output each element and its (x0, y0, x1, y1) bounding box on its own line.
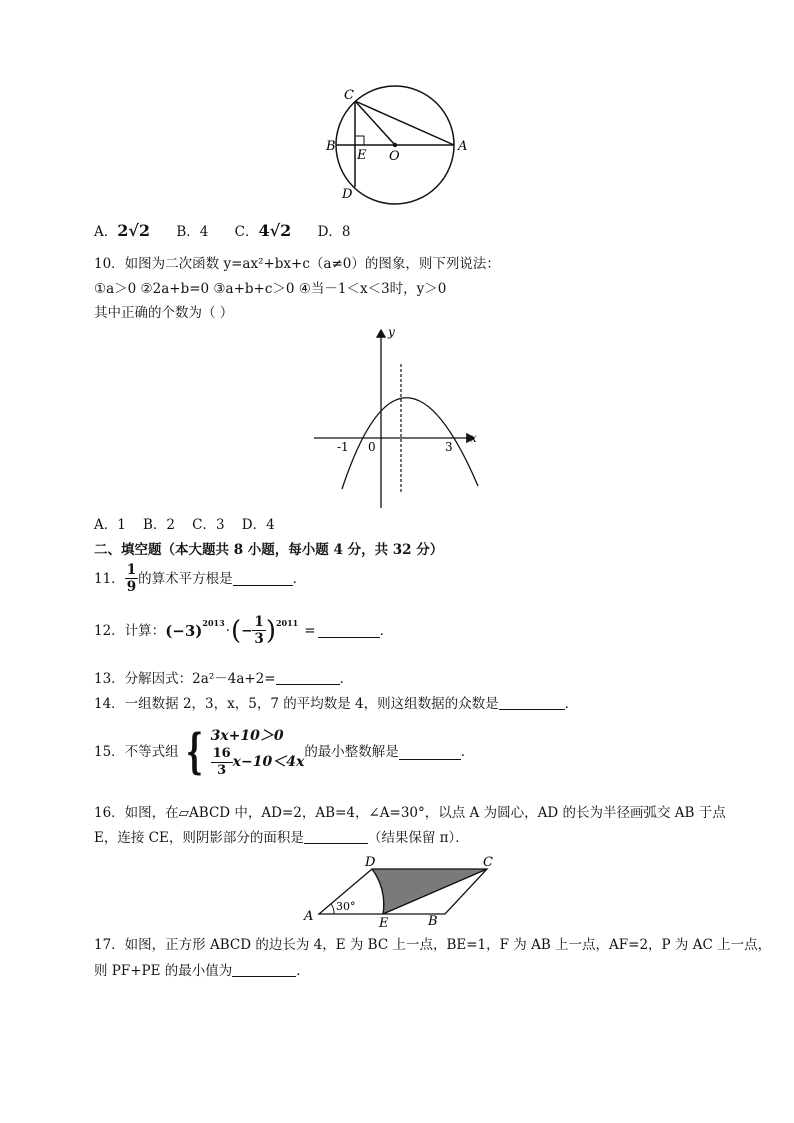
segment-ca (355, 101, 454, 145)
q9-option-a: A．2√2 (94, 221, 151, 240)
q16-parallelogram-figure (300, 852, 500, 928)
q14-end: ． (564, 696, 579, 712)
q15-frac-num: 16 (212, 745, 231, 761)
q11-end: ． (292, 570, 307, 587)
label-b: B (428, 914, 438, 928)
q10-statements: ①a＞0 ②2a+b=0 ③a+b+c＞0 ④当－1＜x＜3时，y＞0 (94, 281, 447, 297)
label-e: E (379, 916, 389, 928)
label-a: A (458, 139, 468, 154)
tick-0: 0 (368, 440, 376, 454)
q11-number: 11． (94, 570, 125, 587)
q11-text: 的算术平方根是 (138, 570, 233, 587)
q12-right-paren: ) (265, 615, 276, 646)
label-c: C (483, 855, 493, 870)
q15-brace: { (185, 724, 203, 780)
right-angle-mark (355, 136, 364, 145)
q10-options: A．1 B．2 C．3 D．4 (94, 517, 275, 533)
q11-frac-num: 1 (126, 562, 137, 578)
q10-question: 其中正确的个数为（ ） (94, 305, 234, 321)
q12-fraction (252, 614, 265, 647)
q15-line1: 3x+10＞0 (210, 727, 284, 744)
q12-exp2: 2011 (275, 618, 299, 628)
q16-line2b: （结果保留 π）． (367, 830, 469, 846)
q16-answer-blank[interactable] (304, 829, 368, 844)
q12-frac-num: 1 (254, 614, 264, 630)
q14-answer-blank[interactable] (499, 695, 565, 710)
q16-line2a: E，连接 CE，则阴影部分的面积是 (94, 830, 304, 846)
section2-title: 二、填空题（本大题共 8 小题，每小题 4 分，共 32 分） (94, 542, 444, 558)
q15-line2: x−10＜4x (232, 754, 305, 770)
q13-answer-blank[interactable] (276, 670, 340, 685)
q16-line1: 16．如图，在▱ABCD 中，AD=2，AB=4，∠A=30°，以点 A 为圆心，AD 的长为半径画弧交 AB 于点 (94, 805, 726, 821)
q14 (94, 695, 578, 713)
q9-option-c: C．4√2 (234, 221, 292, 240)
q12-exp1: 2013 (202, 618, 225, 628)
q17-answer-blank[interactable] (232, 962, 296, 977)
label-o: O (389, 149, 400, 164)
q12-answer-blank[interactable] (318, 623, 380, 638)
q14-text: 14．一组数据 2，3，x，5，7 的平均数是 4，则这组数据的众数是 (94, 696, 499, 712)
q16-line2 (94, 829, 469, 847)
y-axis-label: y (388, 325, 395, 339)
q13 (94, 670, 353, 688)
q9-circle-figure (320, 84, 480, 208)
tick-neg1: -1 (337, 440, 349, 454)
q15-prefix: 15．不等式组 (94, 744, 179, 760)
q13-end: ． (339, 671, 354, 687)
q11-frac-den: 9 (126, 579, 137, 595)
q9-option-b: B．4 (176, 224, 209, 240)
shaded-region (372, 869, 487, 914)
center-dot (393, 143, 397, 147)
label-b: B (326, 139, 336, 154)
q11 (94, 562, 306, 595)
q17-line2-text: 则 PF+PE 的最小值为 (94, 963, 233, 979)
q15-line2-wrap (211, 746, 305, 779)
parabola-curve (342, 398, 478, 489)
q11-answer-blank[interactable] (233, 571, 293, 586)
q15-frac-den: 3 (217, 762, 227, 778)
q10-parabola-graph (308, 324, 488, 510)
q12-dot: · (225, 622, 230, 639)
q13-text: 13．分解因式：2a²－4a+2= (94, 671, 276, 687)
q15-answer-blank[interactable] (399, 745, 461, 760)
q15-fraction (211, 746, 233, 779)
q15-suffix: 的最小整数解是 (304, 744, 399, 760)
q17-line1: 17．如图，正方形 ABCD 的边长为 4，E 为 BC 上一点，BE=1，F 为 AB 上一点，AF=2，P 为 AC 上一点， (94, 937, 772, 953)
label-a: A (304, 909, 314, 924)
q9-option-d: D．8 (317, 224, 351, 240)
q15-system (211, 726, 305, 779)
label-d: D (365, 855, 376, 870)
q15 (94, 724, 474, 780)
label-c: C (344, 88, 354, 103)
q12-minus: − (241, 622, 253, 639)
label-d: D (342, 187, 353, 202)
tick-3: 3 (445, 440, 453, 454)
label-angle: 30° (336, 900, 356, 913)
angle-arc (331, 904, 334, 914)
segment-co (355, 101, 395, 145)
q17-line2 (94, 962, 310, 980)
q12 (94, 614, 393, 647)
q12-end: ． (379, 622, 394, 639)
q12-base: (−3) (165, 621, 203, 640)
q12-eq: = (304, 622, 316, 639)
q10-stem: 10．如图为二次函数 y=ax²+bx+c（a≠0）的图象，则下列说法： (94, 256, 500, 272)
x-axis-label: x (470, 431, 477, 445)
q12-frac-den: 3 (254, 631, 264, 647)
q12-prefix: 12．计算： (94, 622, 166, 639)
label-e: E (357, 148, 367, 163)
q15-end: ． (460, 744, 475, 760)
q9-options (94, 222, 350, 241)
q12-left-paren: ( (230, 615, 242, 646)
q11-fraction (125, 562, 138, 595)
q17-end: ． (296, 963, 310, 979)
